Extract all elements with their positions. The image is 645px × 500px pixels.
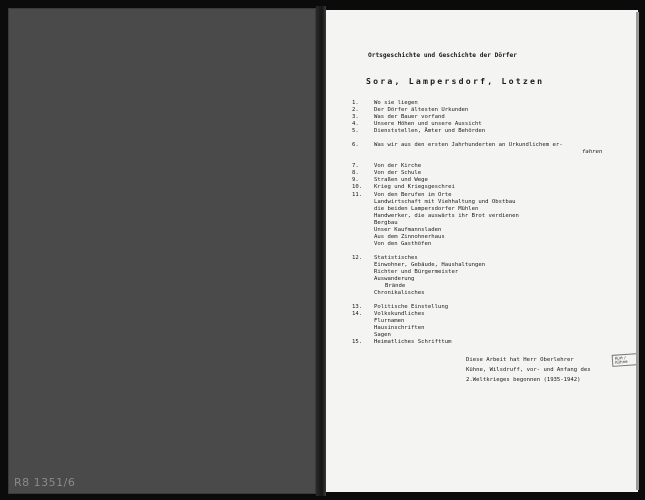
toc-title: Was der Bauer vorfand [374, 114, 445, 121]
spacer [352, 297, 602, 304]
author-note-line: Kühne, Wilsdruff, vor- und Anfang des [466, 367, 591, 373]
toc-continuation: fahren [582, 149, 603, 156]
toc-title: Politische Einstellung [374, 304, 449, 311]
author-note-line: 2.Weltkrieges begonnen (1935-1942) [466, 377, 581, 383]
toc-number: 9. [352, 177, 359, 184]
toc-entry [352, 255, 602, 262]
toc-title: Unsere Höhen und unsere Aussicht [374, 121, 482, 128]
toc-number: 13. [352, 304, 363, 311]
toc-number: 6. [352, 142, 359, 149]
toc-entry [352, 177, 602, 184]
toc-number: 1. [352, 100, 359, 106]
toc-subentry: Sagen [374, 332, 391, 339]
toc-subentry: Von den Gasthöfen [374, 240, 432, 247]
toc-number: 7. [352, 163, 359, 170]
author-note [466, 355, 591, 385]
toc-subentry: die beiden Lampersdorfer Mühlen [374, 205, 479, 212]
toc-number: 3. [352, 114, 359, 121]
toc-title: Statistisches [374, 254, 418, 261]
toc-subentry: Auswanderung [374, 276, 415, 283]
toc-entry [352, 114, 602, 121]
toc-subentry: Landwirtschaft mit Viehhaltung und Obstbau [374, 198, 516, 205]
toc-subentry: Chronikalisches [374, 290, 425, 297]
toc-number: 10. [352, 184, 363, 191]
toc-subentry: Einwohner, Gebäude, Haushaltungen [374, 261, 486, 268]
toc-title: Der Dörfer ältesten Urkunden [374, 107, 469, 114]
book-spine [316, 6, 326, 496]
toc-entry [352, 163, 602, 170]
spacer [352, 156, 602, 163]
toc-subentry: Hausinschriften [374, 325, 425, 332]
toc-title: Dienststellen, Ämter und Behörden [374, 128, 486, 135]
toc-title: Krieg und Kriegsgeschrei [374, 184, 455, 191]
toc-number: 15. [352, 339, 363, 346]
page-title: Ortsgeschichte und Geschichte der Dörfer [368, 52, 518, 59]
toc-entry [352, 184, 602, 191]
toc-title: Was wir aus den ersten Jahrhunderten an Urkundlichem er- [374, 142, 563, 149]
toc-title: Heimatliches Schrifttum [374, 339, 452, 346]
toc-number: 8. [352, 170, 359, 177]
toc-subentry: Handwerker, die auswärts ihr Brot verdienen [374, 212, 519, 219]
toc-entry [352, 170, 602, 177]
toc-subentry: Richter und Bürgermeister [374, 268, 459, 275]
toc-number: 2. [352, 107, 359, 114]
book-cover [8, 8, 316, 494]
toc-title: Von der Kirche [374, 163, 422, 170]
name-stamp: Kurt / Kühne [612, 353, 639, 367]
toc-number: 4. [352, 121, 359, 128]
toc-title: Von der Schule [374, 170, 422, 177]
toc-entry [352, 142, 602, 149]
toc-title: Von den Berufen im Orte [374, 191, 452, 198]
toc-subentry: Aus dem Zinnohnerhaus [374, 233, 445, 240]
toc-number: 12. [352, 254, 363, 261]
toc-subentry: Flurnamen [374, 318, 405, 325]
toc-title: Volkskundliches [374, 311, 425, 318]
table-of-contents [352, 100, 602, 346]
toc-entry [352, 192, 602, 199]
toc-subentry: Bergbau [374, 219, 398, 226]
toc-entry [352, 339, 602, 346]
toc-entry [352, 107, 602, 114]
toc-subentry: Brände [385, 283, 406, 290]
toc-entry [352, 100, 602, 107]
toc-number: 5. [352, 128, 359, 135]
village-names: Sora, Lampersdorf, Lotzen [366, 76, 545, 86]
toc-title: Wo sie liegen [374, 100, 418, 106]
toc-entry [352, 311, 602, 318]
toc-number: 14. [352, 311, 363, 318]
toc-entry [352, 304, 602, 311]
document-page [326, 10, 638, 492]
author-note-line: Diese Arbeit hat Herr Oberlehrer [466, 357, 574, 363]
page-edge [636, 12, 639, 490]
toc-number: 11. [352, 191, 363, 198]
spacer [352, 248, 602, 255]
toc-title: Straßen und Wege [374, 177, 428, 184]
toc-entry [352, 128, 602, 135]
spacer [352, 135, 602, 142]
toc-subentry: Unser Kaufmannsladen [374, 226, 442, 233]
archive-signature: R8 1351/6 [14, 476, 76, 489]
